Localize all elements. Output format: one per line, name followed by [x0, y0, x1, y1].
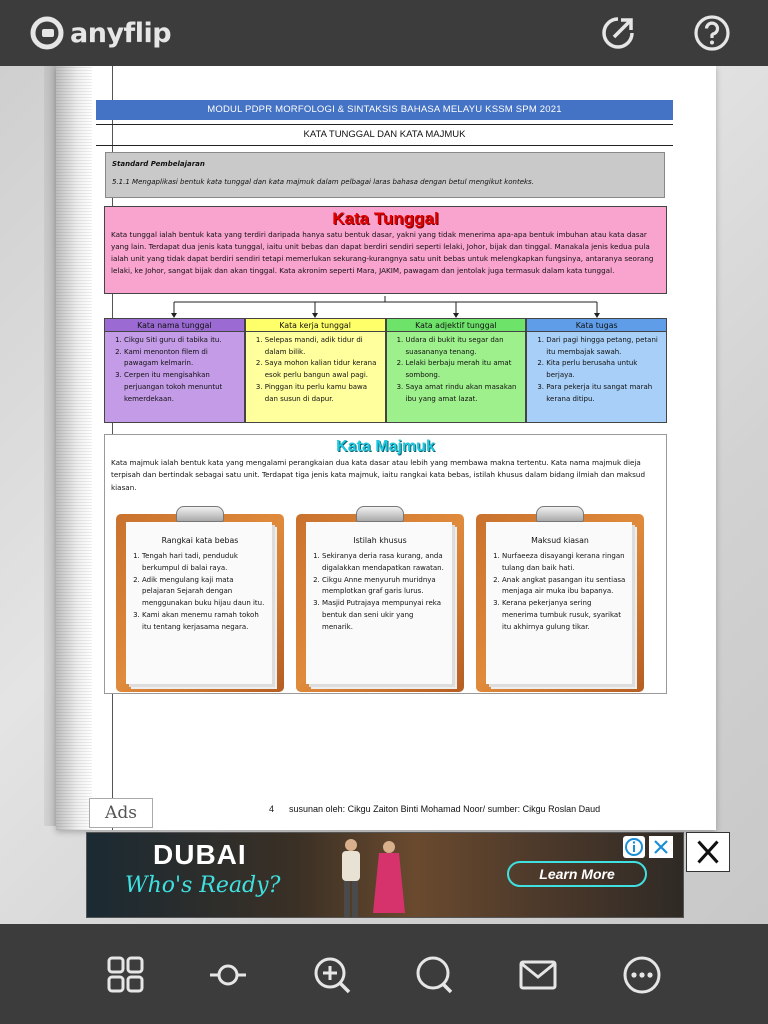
list-item: 2. Lelaki berbaju merah itu amat sombong. — [406, 358, 522, 381]
list-item: 2. Adik mengulang kaji mata pelajaran Sejarah dengan menggunakan buku hijau daun itu. — [142, 575, 266, 610]
anyflip-logo[interactable] — [30, 14, 171, 52]
flipbook-viewer[interactable] — [0, 66, 768, 924]
share-button[interactable] — [598, 13, 638, 53]
clipboard-title: Maksud kiasan — [531, 536, 589, 545]
list-item: 1. Nurfaeeza disayangi kerana ringan tulang dan baik hati. — [502, 551, 626, 575]
ad-learn-more-button[interactable]: Learn More — [507, 861, 647, 887]
clipboard-clip-icon — [356, 506, 404, 522]
more-icon — [622, 955, 662, 995]
list-item: 3. Para pekerja itu sangat marah kerana ditipu. — [546, 382, 662, 405]
bottom-toolbar — [0, 924, 768, 1024]
list-item: 1. Tengah hari tadi, penduduk berkumpul di balai raya. — [142, 551, 266, 575]
list-item: 2. Kita perlu berusaha untuk berjaya. — [546, 358, 662, 381]
module-header: MODUL PDPR MORFOLOGI & SINTAKSIS BAHASA MELAYU KSSM SPM 2021 — [96, 100, 673, 120]
search-button[interactable] — [414, 955, 454, 995]
category-title: Kata kerja tunggal — [246, 319, 385, 332]
list-item: 2. Cikgu Anne menyuruh muridnya memplotkan graf garis lurus. — [322, 575, 446, 599]
clipboard-title: Rangkai kata bebas — [161, 536, 239, 545]
zoom-in-icon — [312, 955, 352, 995]
kata-majmuk-title: Kata Majmuk — [336, 438, 435, 455]
list-item: 3. Saya amat rindu akan masakan ibu yang amat lazat. — [406, 382, 522, 405]
more-button[interactable] — [622, 955, 662, 995]
ad-subline: Who's Ready? — [125, 873, 281, 898]
email-button[interactable] — [518, 955, 558, 995]
search-icon — [414, 955, 454, 995]
kata-tunggal-categories — [104, 318, 667, 423]
kata-tunggal-paragraph: Kata tunggal ialah bentuk kata yang terdiri daripada hanya satu bentuk dasar, yakni yang tidak menerima apa-apa bentuk imbuhan atau kata dasar yang lain. Terdapat dua jenis kata tunggal, iaitu unit bebas dan dapat berdiri sendiri seperti lelaki, Johor, bijak dan tinggal. Manakala jenis kedua pula ialah unit yang tidak dapat berdiri sendiri tetapi memerlukan sekurang-kurangnya satu unit bebas untuk melengkapkan fungsinya, antaranya seorang lelaki, ke Johor, sangat bijak dan akan tinggal. Kata akronim seperti Mara, JAKIM, pawagam dan jentolak juga termasuk dalam kata tunggal. — [111, 230, 654, 275]
standard-text: 5.1.1 Mengaplikasi bentuk kata tunggal dan kata majmuk dalam pelbagai laras bahasa dengan betul mengikut konteks. — [112, 178, 534, 186]
zoom-in-button[interactable] — [312, 955, 352, 995]
category-kata-tugas — [526, 318, 667, 423]
standard-box — [105, 152, 665, 198]
category-kata-nama — [104, 318, 245, 423]
kata-tunggal-title: Kata Tunggal — [332, 209, 439, 228]
standard-heading: Standard Pembelajaran — [112, 160, 205, 168]
list-item: 1. Dari pagi hingga petang, petani itu membajak sawah. — [546, 335, 662, 358]
category-connector — [104, 296, 667, 318]
list-item: 3. Kami akan menemu ramah tokoh itu tentang kerjasama negara. — [142, 610, 266, 634]
anyflip-logo-icon — [30, 16, 64, 50]
help-button[interactable] — [692, 13, 732, 53]
category-title: Kata tugas — [527, 319, 666, 332]
list-item: 3. Cerpen itu mengisahkan perjuangan tokoh menuntut kemerdekaan. — [124, 370, 240, 405]
adchoices-info-icon[interactable] — [623, 836, 645, 858]
ad-banner[interactable] — [86, 832, 684, 918]
clipboard-title: Istilah khusus — [353, 536, 407, 545]
ad-dismiss-icon[interactable] — [649, 836, 673, 858]
list-item: 3. Masjid Putrajaya mempunyai reka bentuk dan seni ukir yang menarik. — [322, 598, 446, 633]
list-item: 3. Pinggan itu perlu kamu bawa dan susun di dapur. — [265, 382, 381, 405]
ads-label: Ads — [89, 798, 153, 828]
list-item: 1. Udara di bukit itu segar dan suasananya tenang. — [406, 335, 522, 358]
page-credit: susunan oleh: Cikgu Zaiton Binti Mohamad Noor/ sumber: Cikgu Roslan Daud — [289, 804, 601, 814]
topic-title: KATA TUNGGAL DAN KATA MAJMUK — [96, 124, 673, 146]
zoom-slider-button[interactable] — [208, 955, 248, 995]
thumbnails-button[interactable] — [106, 955, 146, 995]
page-footer — [269, 804, 600, 814]
zoom-slider-icon — [208, 955, 248, 995]
thumbnails-icon — [106, 955, 146, 995]
ad-people-image — [327, 833, 417, 918]
list-item: 2. Saya mohon kalian tidur kerana esok perlu bangun awal pagi. — [265, 358, 381, 381]
clipboard-clip-icon — [176, 506, 224, 522]
page-binding — [56, 66, 92, 830]
category-title: Kata nama tunggal — [105, 319, 244, 332]
kata-tunggal-box — [104, 206, 667, 294]
list-item: 2. Anak angkat pasangan itu sentiasa menjaga air muka ibu bapanya. — [502, 575, 626, 599]
ad-headline: DUBAI — [153, 839, 247, 870]
top-toolbar — [0, 0, 768, 66]
help-icon — [692, 13, 732, 53]
category-kata-adjektif — [386, 318, 527, 423]
list-item: 1. Selepas mandi, adik tidur di dalam bilik. — [265, 335, 381, 358]
category-kata-kerja — [245, 318, 386, 423]
clipboard-maksud-kiasan — [476, 506, 644, 692]
page-number: 4 — [269, 804, 275, 814]
clipboard-istilah-khusus — [296, 506, 464, 692]
clipboard-clip-icon — [536, 506, 584, 522]
clipboard-rangkai-kata-bebas — [116, 506, 284, 692]
list-item: 2. Kami menonton filem di pawagam kelmarin. — [124, 347, 240, 370]
category-title: Kata adjektif tunggal — [387, 319, 526, 332]
email-icon — [518, 955, 558, 995]
kata-majmuk-clipboards — [116, 506, 668, 692]
list-item: 1. Cikgu Siti guru di tabika itu. — [124, 335, 240, 347]
list-item: 1. Sekiranya deria rasa kurang, anda digalakkan mendapatkan rawatan. — [322, 551, 446, 575]
logo-text: anyflip — [70, 17, 172, 49]
ad-close-button[interactable] — [686, 832, 730, 872]
share-icon — [598, 13, 638, 53]
list-item: 3. Kerana pekerjanya sering menerima tumbuk rusuk, syarikat itu akhirnya gulung tikar. — [502, 598, 626, 633]
flipbook-page[interactable] — [56, 66, 716, 830]
kata-majmuk-paragraph: Kata majmuk ialah bentuk kata yang mengalami perangkaian dua kata dasar atau lebih yang membawa makna tertentu. Kata nama majmuk dieja terpisah dan bertindak sebagai satu unit. Terdapat tiga jenis kata majmuk, iaitu rangkai kata bebas, istilah khusus dalam bidang ilmiah dan maksud kiasan. — [111, 458, 646, 492]
